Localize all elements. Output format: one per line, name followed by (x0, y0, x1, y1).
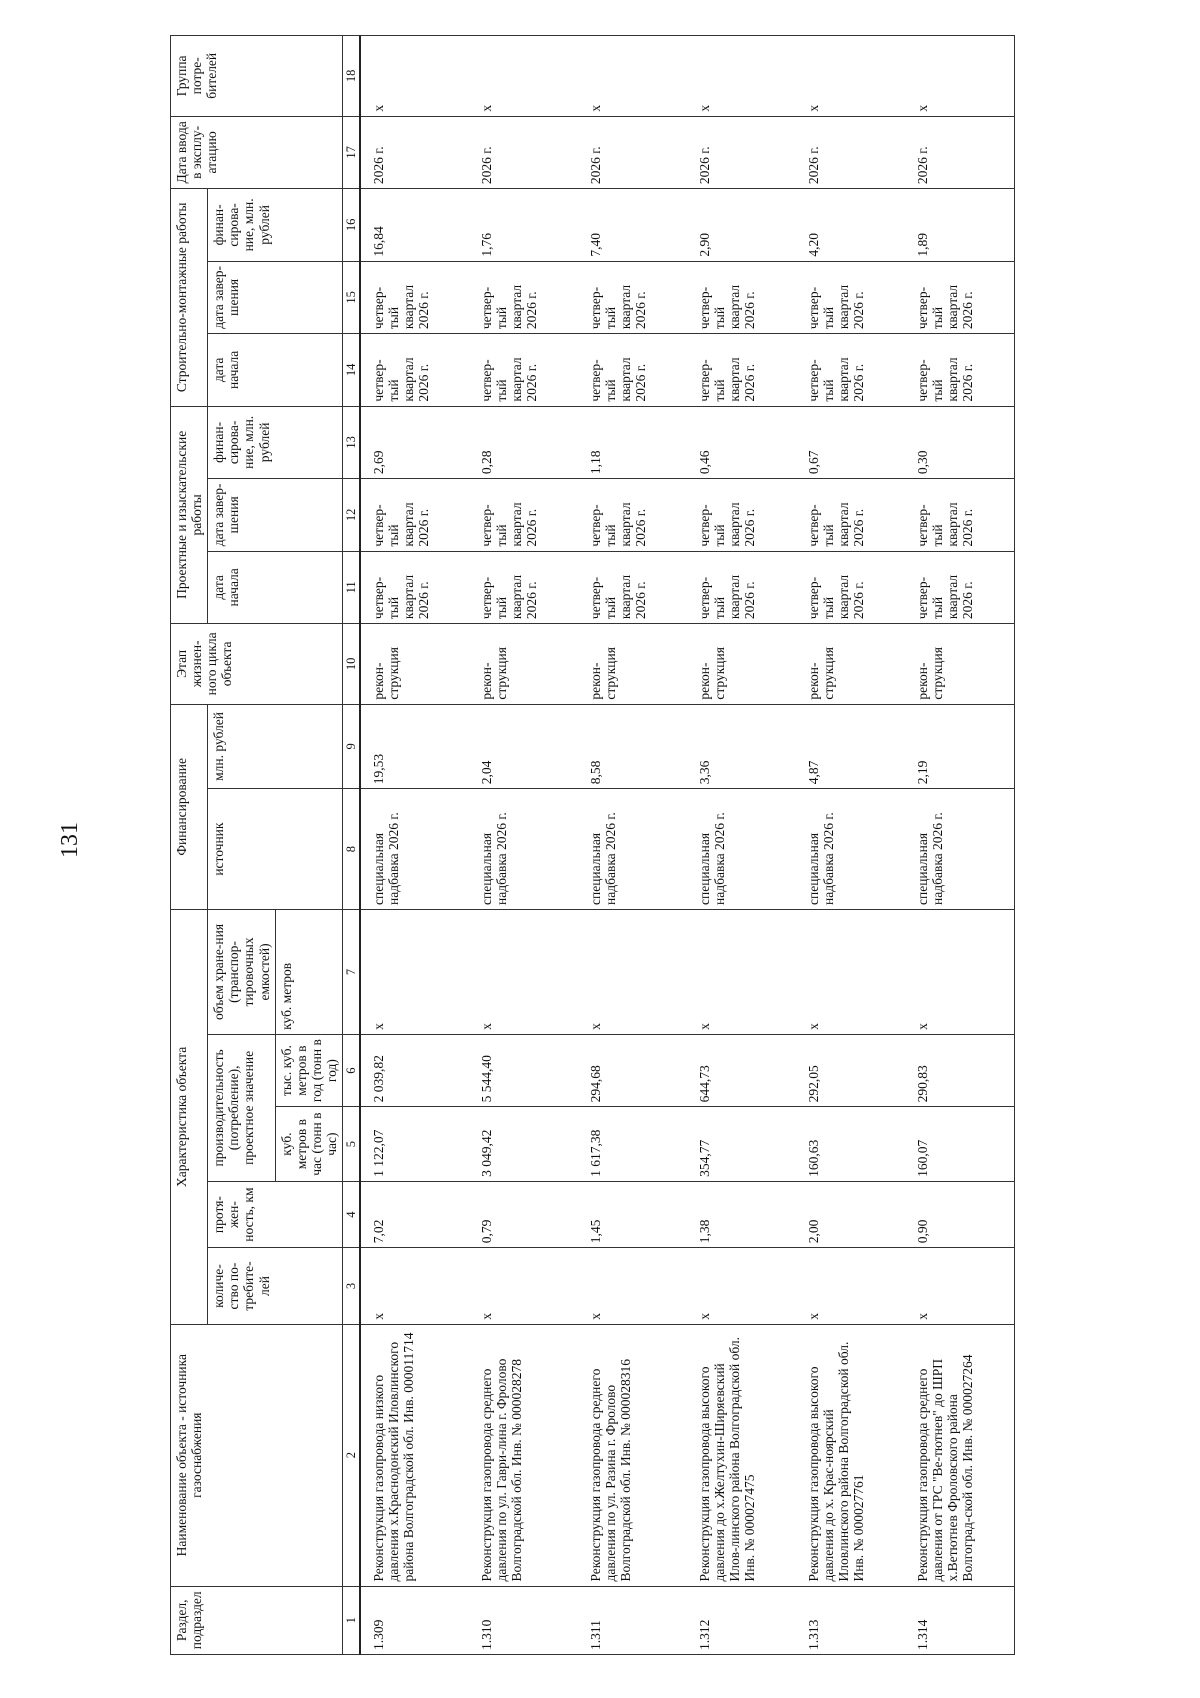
cell-financing-source: специальная надбавка 2026 г. (578, 789, 687, 910)
cell-design-financing: 0,28 (469, 406, 578, 479)
cell-design-start: четвер-тый квартал 2026 г. (687, 551, 796, 623)
cell-object-name: Реконструкция газопровода среднего давления от ГРС "Ве-тютнев" до ШРП х.Ветютнев Фроловского района Волгоград-ской обл. Инв. № 000027264 (905, 1324, 1014, 1586)
cell-design-end: четвер-тый квартал 2026 г. (469, 479, 578, 551)
cell-construction-end: четвер-тый квартал 2026 г. (360, 261, 469, 333)
cell-consumer-group: х (469, 36, 578, 117)
header-construction-start: дата начала (208, 334, 343, 406)
col-number: 15 (343, 261, 361, 333)
cell-construction-financing: 16,84 (360, 189, 469, 262)
header-design-end: дата завер-шения (208, 479, 343, 551)
cell-commission-date: 2026 г. (469, 116, 578, 188)
col-number: 3 (343, 1248, 361, 1325)
cell-consumer-group: х (360, 36, 469, 117)
col-number: 2 (343, 1324, 361, 1586)
col-number: 13 (343, 406, 361, 479)
header-commission-date: Дата ввода в эксплу-атацию (171, 116, 343, 188)
header-name: Наименование объекта - источника газоснабжения (171, 1324, 343, 1586)
col-number: 4 (343, 1181, 361, 1247)
cell-design-start: четвер-тый квартал 2026 г. (796, 551, 905, 623)
cell-section-id: 1.309 (360, 1586, 469, 1654)
cell-lifecycle-stage: рекон-струкция (578, 624, 687, 705)
cell-design-end: четвер-тый квартал 2026 г. (905, 479, 1014, 551)
cell-capacity-year: 644,73 (687, 1034, 796, 1106)
cell-commission-date: 2026 г. (796, 116, 905, 188)
header-unit-volume: куб. метров (275, 910, 342, 1035)
cell-design-financing: 0,46 (687, 406, 796, 479)
cell-financing-source: специальная надбавка 2026 г. (796, 789, 905, 910)
cell-construction-end: четвер-тый квартал 2026 г. (905, 261, 1014, 333)
header-consumer-group: Группа потре-бителей (171, 36, 343, 117)
cell-financing-amount: 4,87 (796, 704, 905, 789)
cell-construction-end: четвер-тый квартал 2026 г. (578, 261, 687, 333)
cell-section-id: 1.312 (687, 1586, 796, 1654)
cell-design-end: четвер-тый квартал 2026 г. (796, 479, 905, 551)
cell-capacity-hour: 1 122,07 (360, 1107, 469, 1182)
cell-financing-amount: 2,19 (905, 704, 1014, 789)
cell-object-name: Реконструкция газопровода среднего давления по ул. Гаври-лина г. Фролово Волгоградской обл. Инв. № 000028278 (469, 1324, 578, 1586)
cell-construction-start: четвер-тый квартал 2026 г. (687, 334, 796, 406)
col-number: 12 (343, 479, 361, 551)
cell-design-end: четвер-тый квартал 2026 г. (687, 479, 796, 551)
header-design-works: Проектные и изыскательские работы (171, 406, 208, 623)
table-row (796, 36, 905, 1655)
table-row (578, 36, 687, 1655)
cell-financing-amount: 19,53 (360, 704, 469, 789)
table-body (360, 36, 1014, 1655)
cell-length: 1,38 (687, 1181, 796, 1247)
cell-consumers-count: х (687, 1248, 796, 1325)
cell-capacity-year: 292,05 (796, 1034, 905, 1106)
cell-construction-start: четвер-тый квартал 2026 г. (360, 334, 469, 406)
cell-financing-source: специальная надбавка 2026 г. (469, 789, 578, 910)
col-number: 8 (343, 789, 361, 910)
cell-design-financing: 0,30 (905, 406, 1014, 479)
col-number: 9 (343, 704, 361, 789)
header-design-financing: финан-сирова-ние, млн. рублей (208, 406, 343, 479)
cell-capacity-year: 2 039,82 (360, 1034, 469, 1106)
cell-section-id: 1.313 (796, 1586, 905, 1654)
cell-object-name: Реконструкция газопровода низкого давления х.Краснодонский Иловлинского района Волгоградской обл. Инв. 000011714 (360, 1324, 469, 1586)
header-construction-financing: финан-сирова-ние, млн. рублей (208, 189, 343, 262)
cell-commission-date: 2026 г. (687, 116, 796, 188)
cell-capacity-hour: 160,63 (796, 1107, 905, 1182)
cell-design-end: четвер-тый квартал 2026 г. (360, 479, 469, 551)
header-unit-hour: куб. метров в час (тонн в час) (275, 1107, 342, 1182)
col-number: 11 (343, 551, 361, 623)
cell-lifecycle-stage: рекон-струкция (360, 624, 469, 705)
table-row (360, 36, 469, 1655)
table-row (905, 36, 1014, 1655)
header-financing: Финансирование (171, 704, 208, 909)
cell-object-name: Реконструкция газопровода высокого давления до х. Крас-ноярский Иловлинского района Волгоградской обл. Инв. № 000027761 (796, 1324, 905, 1586)
cell-object-name: Реконструкция газопровода высокого давления до х.Желтухин-Ширяевский Илов-линского района Волгоградской обл. Инв. № 000027475 (687, 1324, 796, 1586)
header-source: источник (208, 789, 343, 910)
cell-construction-end: четвер-тый квартал 2026 г. (469, 261, 578, 333)
cell-construction-start: четвер-тый квартал 2026 г. (578, 334, 687, 406)
page-number: 131 (57, 822, 83, 858)
cell-construction-start: четвер-тый квартал 2026 г. (796, 334, 905, 406)
cell-capacity-year: 290,83 (905, 1034, 1014, 1106)
header-financing-mln: млн. рублей (208, 704, 343, 789)
header-length: протя-жен-ность, км (208, 1181, 343, 1247)
cell-construction-financing: 2,90 (687, 189, 796, 262)
cell-length: 1,45 (578, 1181, 687, 1247)
cell-design-financing: 1,18 (578, 406, 687, 479)
cell-lifecycle-stage: рекон-струкция (687, 624, 796, 705)
cell-capacity-hour: 3 049,42 (469, 1107, 578, 1182)
cell-financing-amount: 2,04 (469, 704, 578, 789)
cell-construction-end: четвер-тый квартал 2026 г. (796, 261, 905, 333)
col-number: 7 (343, 910, 361, 1035)
col-number: 18 (343, 36, 361, 117)
header-construction-works: Строительно-монтажные работы (171, 189, 208, 406)
cell-commission-date: 2026 г. (578, 116, 687, 188)
cell-capacity-year: 294,68 (578, 1034, 687, 1106)
header-construction-end: дата завер-шения (208, 261, 343, 333)
cell-storage-volume: х (687, 910, 796, 1035)
header-characteristics: Характеристика объекта (171, 910, 208, 1325)
cell-consumer-group: х (796, 36, 905, 117)
cell-construction-financing: 1,76 (469, 189, 578, 262)
cell-capacity-hour: 354,77 (687, 1107, 796, 1182)
col-number: 1 (343, 1586, 361, 1654)
cell-financing-amount: 8,58 (578, 704, 687, 789)
cell-lifecycle-stage: рекон-струкция (796, 624, 905, 705)
header-unit-year: тыс. куб. метров в год (тонн в год) (275, 1034, 342, 1106)
cell-length: 0,79 (469, 1181, 578, 1247)
table-row (687, 36, 796, 1655)
col-number: 10 (343, 624, 361, 705)
cell-capacity-hour: 1 617,38 (578, 1107, 687, 1182)
col-number: 17 (343, 116, 361, 188)
cell-storage-volume: х (796, 910, 905, 1035)
cell-construction-start: четвер-тый квартал 2026 г. (469, 334, 578, 406)
cell-consumers-count: х (360, 1248, 469, 1325)
cell-consumers-count: х (905, 1248, 1014, 1325)
header-lifecycle: Этап жизнен-ного цикла объекта (171, 624, 343, 705)
cell-capacity-hour: 160,07 (905, 1107, 1014, 1182)
cell-length: 7,02 (360, 1181, 469, 1247)
cell-consumers-count: х (796, 1248, 905, 1325)
col-number: 16 (343, 189, 361, 262)
cell-commission-date: 2026 г. (905, 116, 1014, 188)
cell-storage-volume: х (360, 910, 469, 1035)
cell-consumers-count: х (578, 1248, 687, 1325)
cell-commission-date: 2026 г. (360, 116, 469, 188)
table-row (469, 36, 578, 1655)
cell-design-end: четвер-тый квартал 2026 г. (578, 479, 687, 551)
cell-construction-start: четвер-тый квартал 2026 г. (905, 334, 1014, 406)
cell-length: 2,00 (796, 1181, 905, 1247)
cell-object-name: Реконструкция газопровода среднего давления по ул. Разина г. Фролово Волгоградской обл. Инв. № 000028316 (578, 1324, 687, 1586)
column-numbers-row (343, 36, 361, 1655)
cell-consumer-group: х (578, 36, 687, 117)
cell-design-start: четвер-тый квартал 2026 г. (469, 551, 578, 623)
cell-design-start: четвер-тый квартал 2026 г. (360, 551, 469, 623)
cell-financing-source: специальная надбавка 2026 г. (360, 789, 469, 910)
cell-consumer-group: х (687, 36, 796, 117)
rotated-table-container (170, 35, 1200, 1655)
cell-design-financing: 0,67 (796, 406, 905, 479)
header-section: Раздел, подраздел (171, 1586, 343, 1654)
cell-length: 0,90 (905, 1181, 1014, 1247)
cell-consumers-count: х (469, 1248, 578, 1325)
cell-construction-end: четвер-тый квартал 2026 г. (687, 261, 796, 333)
cell-storage-volume: х (905, 910, 1014, 1035)
cell-construction-financing: 7,40 (578, 189, 687, 262)
cell-construction-financing: 1,89 (905, 189, 1014, 262)
cell-financing-source: специальная надбавка 2026 г. (687, 789, 796, 910)
cell-design-financing: 2,69 (360, 406, 469, 479)
cell-construction-financing: 4,20 (796, 189, 905, 262)
cell-financing-amount: 3,36 (687, 704, 796, 789)
cell-section-id: 1.310 (469, 1586, 578, 1654)
cell-financing-source: специальная надбавка 2026 г. (905, 789, 1014, 910)
cell-section-id: 1.311 (578, 1586, 687, 1654)
cell-storage-volume: х (578, 910, 687, 1035)
header-volume: объем хране-ния (транспор-тировочных емкостей) (208, 910, 275, 1035)
col-number: 6 (343, 1034, 361, 1106)
gas-supply-table (170, 35, 1015, 1655)
header-capacity: производительность (потребление), проектное значение (208, 1034, 275, 1181)
cell-design-start: четвер-тый квартал 2026 г. (578, 551, 687, 623)
cell-design-start: четвер-тый квартал 2026 г. (905, 551, 1014, 623)
col-number: 5 (343, 1107, 361, 1182)
header-consumers-count: количе-ство по-требите-лей (208, 1248, 343, 1325)
cell-storage-volume: х (469, 910, 578, 1035)
cell-lifecycle-stage: рекон-струкция (905, 624, 1014, 705)
header-design-start: дата начала (208, 551, 343, 623)
col-number: 14 (343, 334, 361, 406)
cell-section-id: 1.314 (905, 1586, 1014, 1654)
cell-capacity-year: 5 544,40 (469, 1034, 578, 1106)
cell-lifecycle-stage: рекон-струкция (469, 624, 578, 705)
cell-consumer-group: х (905, 36, 1014, 117)
